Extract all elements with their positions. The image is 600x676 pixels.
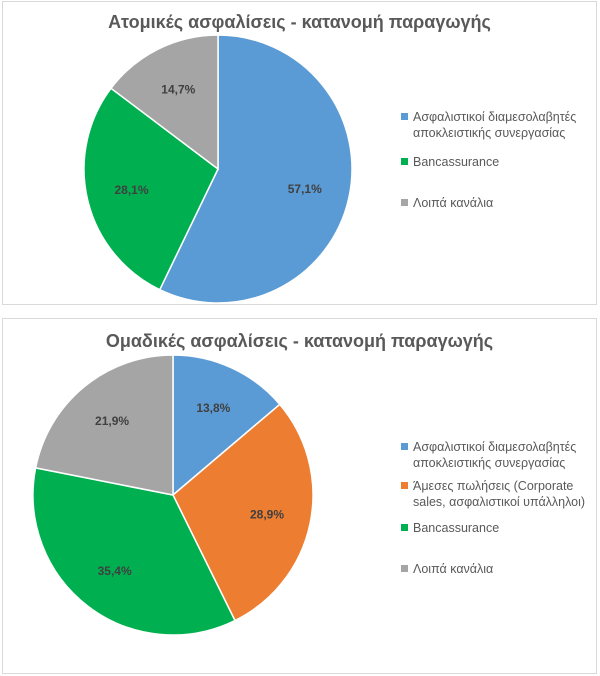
data-label: 21,9%: [95, 413, 130, 428]
data-label: 14,7%: [161, 82, 196, 97]
legend-item-intermediaries: [401, 109, 600, 141]
data-label: 13,8%: [196, 400, 231, 415]
data-label: 28,9%: [249, 507, 285, 522]
legend-swatch: [401, 443, 408, 450]
data-label: 28,1%: [114, 182, 149, 197]
legend-swatch: [401, 482, 408, 489]
legend-label: Λοιπά κανάλια: [413, 196, 494, 210]
chart-title: Ομαδικές ασφαλίσεις - κατανομή παραγωγής: [105, 331, 494, 351]
legend-label: Ασφαλιστικοί διαμεσολαβητές αποκλειστικής συνεργασίας: [413, 110, 577, 140]
legend-label: Ασφαλιστικοί διαμεσολαβητές αποκλειστικής συνεργασίας: [413, 440, 577, 470]
legend-group: [401, 439, 596, 579]
data-label: 57,1%: [287, 181, 322, 196]
legend-swatch: [401, 199, 408, 206]
legend-label: Bancassurance: [413, 155, 500, 169]
chart-title: Ατομικές ασφαλίσεις - κατανομή παραγωγής: [108, 12, 491, 32]
legend-swatch: [401, 113, 408, 120]
legend-swatch: [401, 565, 408, 572]
legend-label: Bancassurance: [413, 521, 500, 535]
chart-panel-individual: [2, 1, 597, 305]
legend-swatch: [401, 524, 408, 531]
legend-label: Άμεσες πωλήσεις (Corporate sales, ασφαλιστικοί υπάλληλοι): [413, 479, 586, 509]
legend-label: Λοιπά κανάλια: [413, 562, 494, 576]
legend-item-other-channels: [401, 195, 600, 211]
data-label: 35,4%: [97, 564, 132, 579]
legend-item-bancassurance: [401, 520, 600, 536]
legend-item-intermediaries: [401, 439, 600, 471]
chart-panel-group: [2, 318, 597, 674]
legend-swatch: [401, 158, 408, 165]
legend-individual: [401, 109, 596, 239]
legend-item-direct-sales: [401, 478, 600, 510]
legend-item-other-channels: [401, 561, 600, 577]
legend-item-bancassurance: [401, 154, 600, 170]
